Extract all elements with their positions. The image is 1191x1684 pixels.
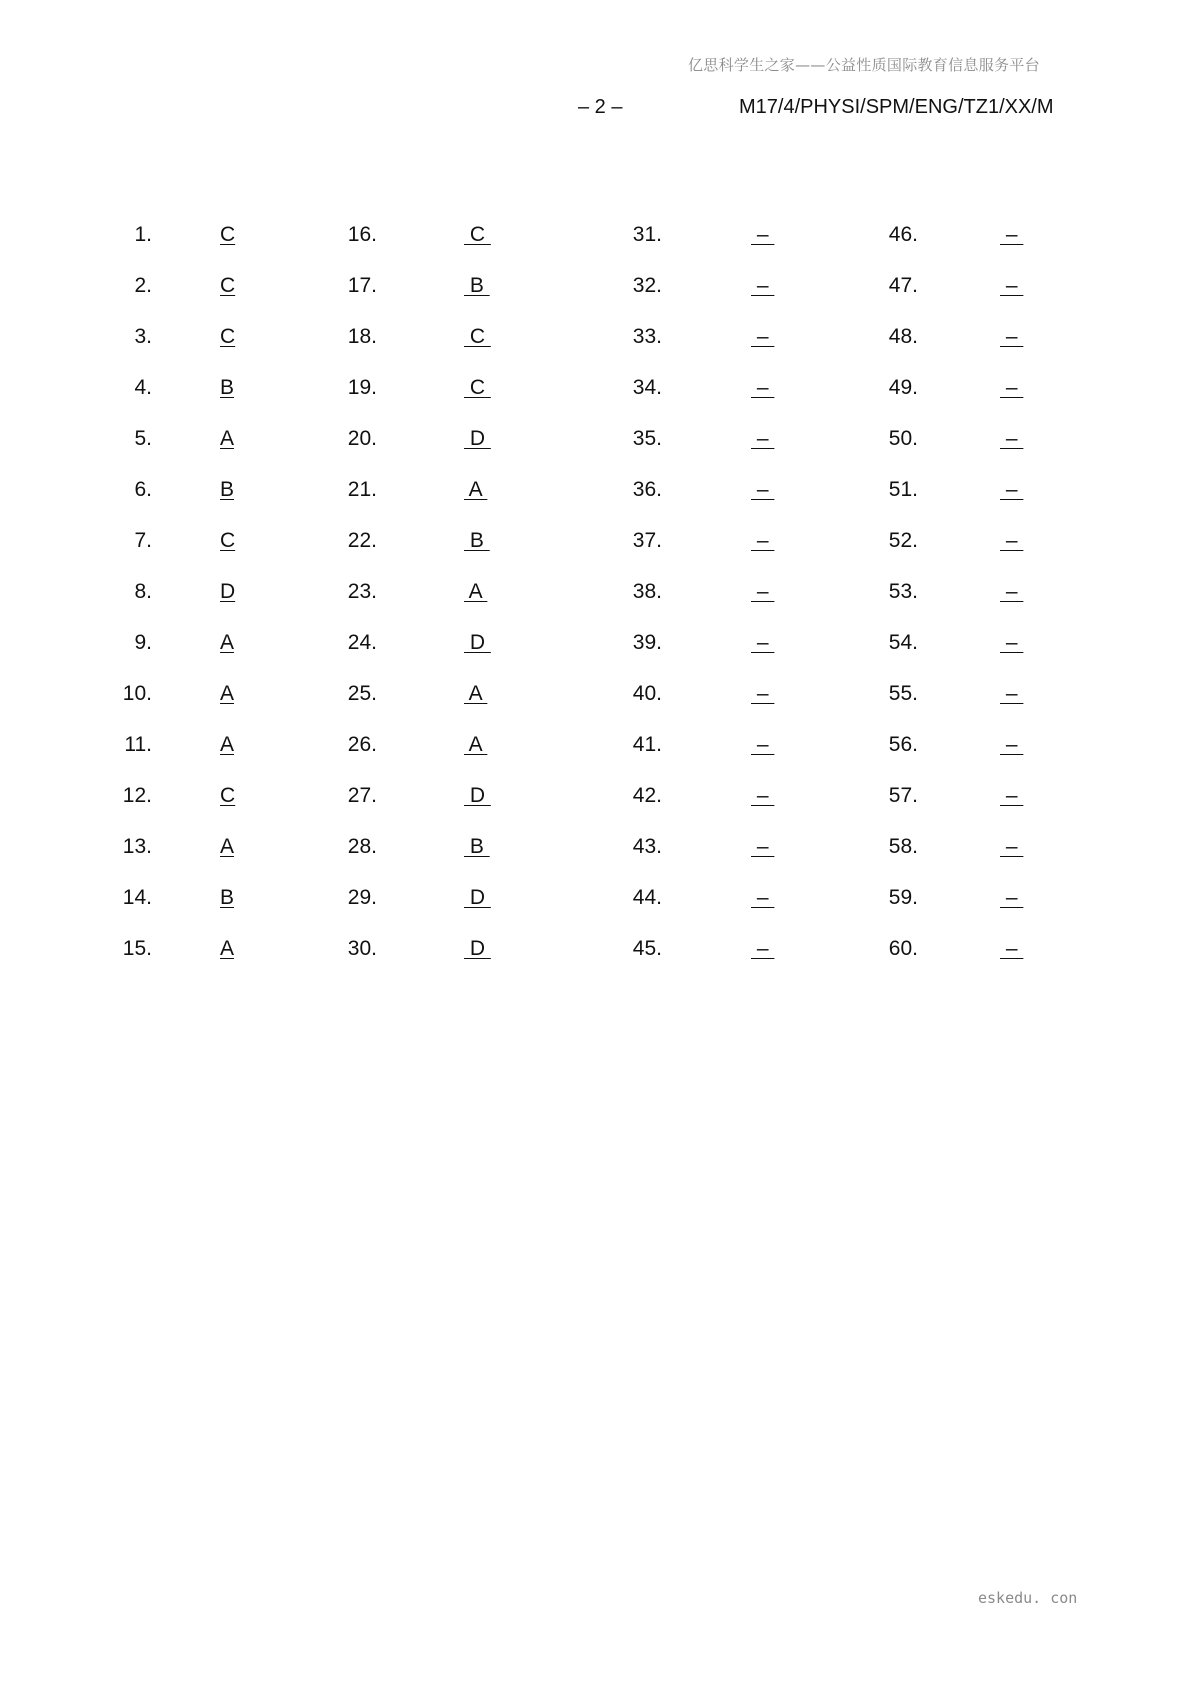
question-number: 11. [124, 733, 152, 756]
question-number: 41. [632, 733, 662, 756]
answer-value: – [751, 937, 775, 960]
question-number: 17. [347, 274, 377, 297]
answer-row [0, 271, 1191, 301]
answer-value: – [751, 733, 775, 756]
answer-value: – [751, 376, 775, 399]
answer-value: – [1000, 478, 1024, 501]
question-number: 33. [632, 325, 662, 348]
answer-value: – [1000, 325, 1024, 348]
answer-value: – [1000, 529, 1024, 552]
answer-value: – [1000, 784, 1024, 807]
answer-row [0, 475, 1191, 505]
question-number: 36. [632, 478, 662, 501]
answer-value: D [464, 886, 491, 909]
answer-value: A [220, 835, 235, 858]
question-number: 14. [122, 886, 152, 909]
answer-row [0, 373, 1191, 403]
answer-value: A [220, 733, 235, 756]
question-number: 30. [347, 937, 377, 960]
answer-value: B [464, 529, 490, 552]
question-number: 50. [888, 427, 918, 450]
answer-value: – [751, 886, 775, 909]
answer-row [0, 322, 1191, 352]
answer-value: C [220, 325, 236, 348]
watermark-footer: eskedu. con [978, 1589, 1078, 1607]
answer-value: B [220, 376, 235, 399]
question-number: 21. [347, 478, 377, 501]
answer-value: C [464, 325, 491, 348]
question-number: 49. [888, 376, 918, 399]
question-number: 13. [122, 835, 152, 858]
answer-row [0, 628, 1191, 658]
question-number: 60. [888, 937, 918, 960]
question-number: 4. [134, 376, 152, 399]
answer-value: D [464, 937, 491, 960]
question-number: 27. [347, 784, 377, 807]
question-number: 23. [347, 580, 377, 603]
question-number: 20. [347, 427, 377, 450]
answer-value: – [751, 529, 775, 552]
question-number: 9. [134, 631, 152, 654]
question-number: 59. [888, 886, 918, 909]
answer-value: B [464, 274, 490, 297]
question-number: 7. [134, 529, 152, 552]
answer-value: A [464, 682, 488, 705]
answer-row [0, 424, 1191, 454]
answer-value: – [1000, 835, 1024, 858]
answer-value: – [751, 835, 775, 858]
question-number: 38. [632, 580, 662, 603]
answer-value: – [751, 223, 775, 246]
question-number: 31. [632, 223, 662, 246]
answer-value: – [1000, 682, 1024, 705]
answer-row [0, 832, 1191, 862]
question-number: 8. [134, 580, 152, 603]
question-number: 43. [632, 835, 662, 858]
answer-value: A [220, 682, 235, 705]
answer-value: A [220, 631, 235, 654]
question-number: 24. [347, 631, 377, 654]
answer-row [0, 730, 1191, 760]
answer-value: D [464, 784, 491, 807]
answer-value: C [220, 529, 236, 552]
question-number: 53. [888, 580, 918, 603]
watermark-header: 亿思科学生之家——公益性质国际教育信息服务平台 [688, 56, 1040, 74]
answer-row [0, 781, 1191, 811]
answer-value: B [220, 886, 235, 909]
answer-value: B [464, 835, 490, 858]
answer-value: A [464, 733, 488, 756]
answer-value: – [751, 478, 775, 501]
answer-value: – [751, 682, 775, 705]
question-number: 58. [888, 835, 918, 858]
answer-value: C [220, 223, 236, 246]
answer-value: A [464, 580, 488, 603]
question-number: 2. [134, 274, 152, 297]
answer-row [0, 577, 1191, 607]
question-number: 40. [632, 682, 662, 705]
answer-value: B [220, 478, 235, 501]
answer-value: D [464, 631, 491, 654]
answer-row [0, 883, 1191, 913]
answer-value: D [464, 427, 491, 450]
paper-code: M17/4/PHYSI/SPM/ENG/TZ1/XX/M [739, 96, 1054, 118]
answer-value: – [1000, 580, 1024, 603]
question-number: 56. [888, 733, 918, 756]
answer-value: – [1000, 886, 1024, 909]
question-number: 35. [632, 427, 662, 450]
question-number: 19. [347, 376, 377, 399]
question-number: 57. [888, 784, 918, 807]
answer-value: – [751, 580, 775, 603]
answer-value: A [464, 478, 488, 501]
answer-value: – [1000, 274, 1024, 297]
answer-value: – [751, 274, 775, 297]
question-number: 52. [888, 529, 918, 552]
answer-value: – [751, 784, 775, 807]
answer-row [0, 526, 1191, 556]
answer-value: C [464, 376, 491, 399]
question-number: 29. [347, 886, 377, 909]
question-number: 3. [134, 325, 152, 348]
answer-value: – [1000, 937, 1024, 960]
question-number: 54. [888, 631, 918, 654]
answer-value: – [1000, 427, 1024, 450]
question-number: 34. [632, 376, 662, 399]
question-number: 6. [134, 478, 152, 501]
answer-value: – [751, 631, 775, 654]
answer-value: – [751, 325, 775, 348]
question-number: 42. [632, 784, 662, 807]
question-number: 15. [122, 937, 152, 960]
question-number: 26. [347, 733, 377, 756]
question-number: 55. [888, 682, 918, 705]
answer-value: A [220, 937, 235, 960]
answer-value: C [220, 784, 236, 807]
question-number: 25. [347, 682, 377, 705]
question-number: 48. [888, 325, 918, 348]
question-number: 44. [632, 886, 662, 909]
question-number: 46. [888, 223, 918, 246]
answer-value: C [464, 223, 491, 246]
question-number: 16. [347, 223, 377, 246]
question-number: 45. [632, 937, 662, 960]
question-number: 10. [122, 682, 152, 705]
question-number: 18. [347, 325, 377, 348]
answer-value: – [1000, 733, 1024, 756]
question-number: 12. [122, 784, 152, 807]
answer-value: – [751, 427, 775, 450]
question-number: 39. [632, 631, 662, 654]
answer-row [0, 220, 1191, 250]
question-number: 32. [632, 274, 662, 297]
answer-value: D [220, 580, 236, 603]
answer-row [0, 679, 1191, 709]
question-number: 51. [888, 478, 918, 501]
answer-value: – [1000, 376, 1024, 399]
page-number: – 2 – [578, 96, 623, 118]
question-number: 28. [347, 835, 377, 858]
answer-value: – [1000, 631, 1024, 654]
question-number: 47. [888, 274, 918, 297]
answer-row [0, 934, 1191, 964]
question-number: 5. [134, 427, 152, 450]
answer-value: A [220, 427, 235, 450]
answer-value: – [1000, 223, 1024, 246]
question-number: 22. [347, 529, 377, 552]
question-number: 1. [134, 223, 152, 246]
question-number: 37. [632, 529, 662, 552]
answer-value: C [220, 274, 236, 297]
